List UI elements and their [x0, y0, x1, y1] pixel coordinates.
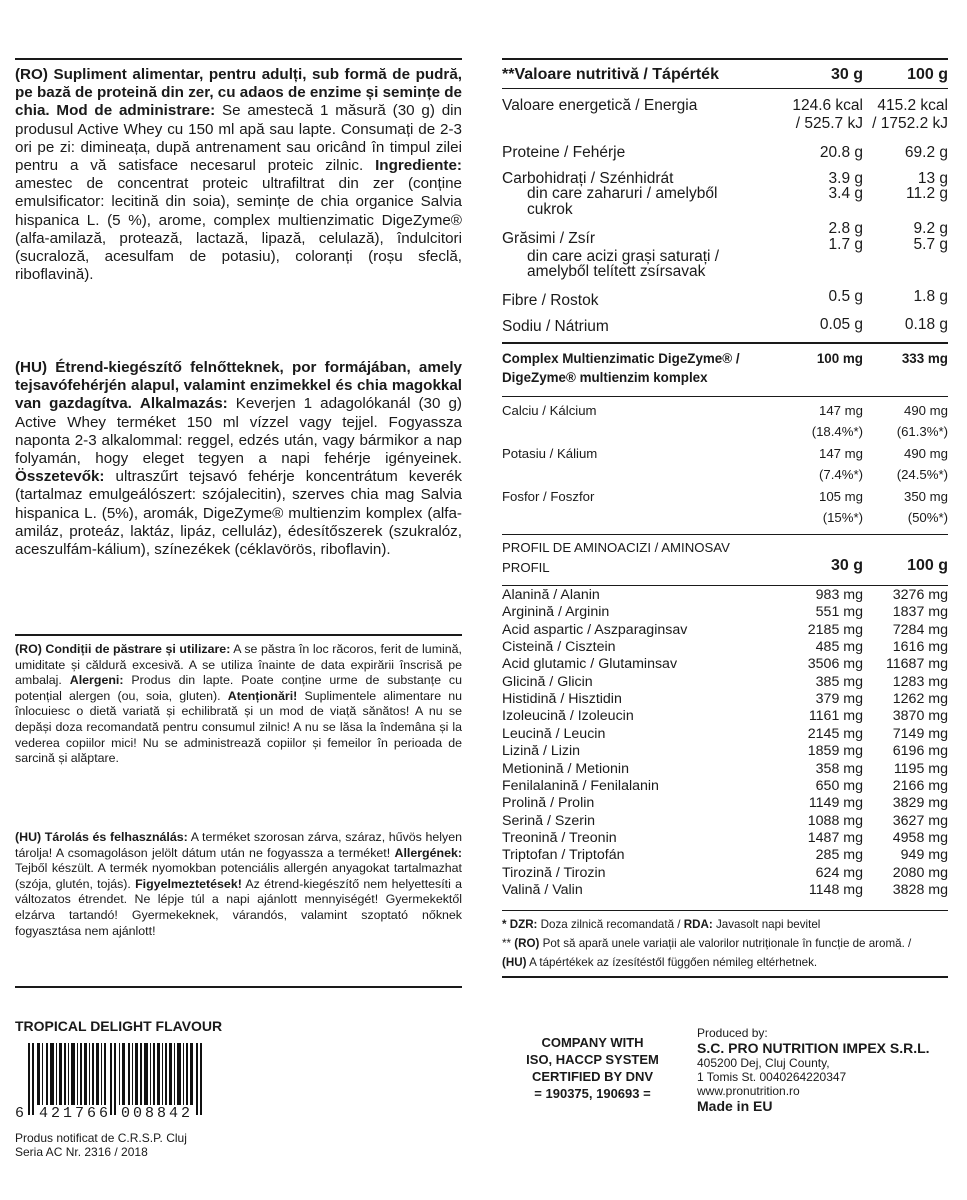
- phosphorus-100g: 350 mg: [904, 489, 948, 504]
- calcium-label: Calciu / Kálcium: [502, 403, 597, 418]
- protein-100g: 69.2 g: [904, 144, 948, 161]
- ro-allergen-label: Alergeni:: [69, 673, 124, 688]
- amino-row: [502, 744, 948, 760]
- hu-title: (HU) Étrend-kiegészítő felnőtteknek, por formájában, amely tejsavófehérjén alapul, valamint enzimekkel és chia magokkal van gazdagítva.: [15, 359, 462, 413]
- amino-100g: 7284 mg: [892, 621, 948, 638]
- amino-header-100g: 100 g: [907, 557, 948, 574]
- ro-admin-text: Se amestecă 1 măsură (30 g) din produsul Active Whey cu 150 ml apă sau lapte. Consumați de 2-3 ori pe zi: dimineața, după antrenament sau oricând în timpul zilei pentru a vă satisface necesarul proteic zilnic.: [15, 102, 462, 175]
- ro-admin-label: Mod de administrare:: [56, 102, 216, 120]
- producer-block: [697, 1026, 930, 1114]
- amino-name: Triptofan / Triptofán: [502, 847, 625, 864]
- amino-name: Lizină / Lizin: [502, 743, 581, 760]
- amino-100g: 3870 mg: [892, 708, 948, 725]
- hu-warnings-label: Figyelmeztetések!: [135, 876, 242, 891]
- address-line1: 405200 Dej, Cluj County,: [697, 1056, 830, 1070]
- bottom-rule-left: [15, 986, 462, 988]
- protein-30g: 20.8 g: [819, 144, 863, 161]
- energy-30g: 124.6 kcal / 525.7 kJ: [792, 97, 863, 132]
- nutrition-row-sugars: [502, 186, 948, 222]
- nutrition-row-enzyme: [502, 349, 948, 389]
- amino-header: [502, 538, 948, 582]
- nutrition-row-saturated: [502, 237, 948, 285]
- nutrition-row-energy: [502, 97, 948, 135]
- amino-name: Serină / Szerin: [502, 812, 596, 829]
- amino-100g: 1616 mg: [892, 639, 948, 656]
- hu-admin-label: Alkalmazás:: [139, 395, 228, 413]
- notified-line1: Produs notificat de C.R.S.P. Cluj: [15, 1131, 187, 1145]
- amino-name: Tirozină / Tirozin: [502, 864, 606, 881]
- mineral-row-phosphorus: [502, 486, 948, 528]
- ro-storage-text: A se păstra în loc răcoros, ferit de lumină, umiditate și căldură excesivă. A se utiliza înainte de data expirării înscrisă pe ambalaj.: [15, 642, 462, 688]
- amino-name: Acid glutamic / Glutaminsav: [502, 656, 678, 673]
- amino-name: Glicină / Glicin: [502, 673, 593, 690]
- amino-row: [502, 814, 948, 830]
- carbs-label: Carbohidrați / Szénhidrát: [502, 170, 674, 187]
- dzr-label: * DZR:: [502, 918, 538, 931]
- calcium-30g: 147 mg: [819, 403, 863, 418]
- flavour-name: TROPICAL DELIGHT FLAVOUR: [15, 1018, 223, 1034]
- top-rule-right: [502, 58, 948, 60]
- amino-100g: 3276 mg: [892, 587, 948, 603]
- hu-description: [15, 359, 462, 559]
- enzyme-label: Complex Multienzimatic DigeZyme® / DigeZyme® multienzim komplex: [502, 351, 740, 385]
- amino-row: [502, 675, 948, 691]
- amino-100g: 3829 mg: [892, 795, 948, 812]
- footnote-ro-text: Pot să apară unele variații ale valorilor nutriționale în funcție de aromă. /: [542, 937, 912, 950]
- phosphorus-30g: 105 mg: [819, 489, 863, 504]
- ro-ingredients-text: amestec de concentrat proteic ultrafiltrat din zer (conține emulsificator: lecitină din soia), semințe de chia organice Salvia hispanica L. (5 %), arome, complex multienzimatic DigeZyme® (alfa-amilază, protează, lactază, lipază, celulază), îndulcitori (sucraloză, acesulfam de potasiu), coloranți (roșu sfeclă, riboflavină).: [15, 175, 462, 284]
- amino-row: [502, 623, 948, 639]
- minerals-top-rule: [502, 396, 948, 397]
- hu-allergen-text: Tejből készült. A termék nyomokban potenciális allergén anyagokat tartalmazhat (szója, glutén, tojás).: [15, 861, 462, 891]
- footnote-ro-label: (RO): [514, 937, 540, 950]
- fat-label: Grăsimi / Zsír: [502, 230, 595, 247]
- barcode-digit-first: 6: [15, 1105, 25, 1122]
- amino-30g: 983 mg: [815, 587, 863, 603]
- calcium-100g: 490 mg: [904, 403, 948, 418]
- enzyme-30g: 100 mg: [816, 351, 863, 366]
- amino-row: [502, 692, 948, 708]
- amino-100g: 2166 mg: [892, 777, 948, 794]
- amino-row: [502, 657, 948, 673]
- amino-header-rule: [502, 585, 948, 586]
- amino-100g: 1262 mg: [892, 691, 948, 708]
- enzyme-100g: 333 mg: [901, 351, 948, 366]
- ro-warnings-text: Suplimentele alimentare nu înlocuiesc o dietă variată și echilibrată și un mod de viață sănătos! A nu se depăși doza recomandată pentru consumul zilnic! A nu se lăsa la îndemâna și la vederea copiilor mici! Nu se administrează copiilor și femeilor în perioada de sarcină și alăptare.: [15, 688, 463, 766]
- hu-storage-text: A terméket szorosan zárva, száraz, hűvös helyen tárolja! A csomagoláson jelölt dátum után ne fogyassza a terméket!: [15, 830, 463, 860]
- barcode-group1: 421766: [39, 1105, 112, 1122]
- hu-ingredients-text: ultraszűrt tejsavó fehérje koncentrátum keverék (tartalmaz emulgeálószert: szójalecitin), szerves chia mag Salvia hispanica L. (5%), aromák, DigeZyme® multienzim komplex (alfa-amiláz, proteáz, laktáz, lipáz, celluláz), édesítőszerek (szukralóz, aceszulfám-kálium), színezékek (céklavörös, riboflavin).: [15, 468, 462, 559]
- amino-30g: 1859 mg: [807, 743, 863, 760]
- nutrition-header-30g: 30 g: [830, 66, 863, 83]
- amino-name: Prolină / Prolin: [502, 795, 595, 812]
- barcode: [15, 1043, 218, 1123]
- amino-100g: 1195 mg: [893, 760, 948, 777]
- amino-name: Alanină / Alanin: [502, 587, 600, 603]
- fat-100g: 9.2 g: [913, 220, 948, 237]
- top-rule-left: [15, 58, 462, 60]
- amino-100g: 1837 mg: [892, 604, 948, 621]
- bottom-rule-right: [502, 976, 948, 978]
- energy-100g: 415.2 kcal / 1752.2 kJ: [872, 97, 948, 132]
- saturated-fat-30g: 1.7 g: [828, 236, 863, 253]
- amino-row: [502, 588, 948, 604]
- amino-30g: 358 mg: [815, 760, 863, 777]
- cert-line1: COMPANY WITH: [541, 1035, 644, 1050]
- amino-100g: 949 mg: [900, 847, 948, 864]
- mineral-row-potassium: [502, 443, 948, 485]
- amino-name: Izoleucină / Izoleucin: [502, 708, 634, 725]
- barcode-group2: 008842: [121, 1105, 194, 1122]
- hu-warnings-text: Az étrend-kiegészítő nem helyettesíti a változatos étrendet. Ne lépje túl a napi ajánlott mennyiségét! Gyermekektől elzárva tartandó! Gyermekeknek, várandós, valamint szoptató nőknek fogyasztása nem ajánlott!: [15, 876, 462, 938]
- hu-storage-label: (HU) Tárolás és felhasználás:: [15, 830, 188, 844]
- amino-header-label-line1: PROFIL DE AMINOACIZI / AMINOSAV: [502, 540, 730, 555]
- amino-row: [502, 848, 948, 864]
- potassium-100g: 490 mg: [904, 446, 948, 461]
- sugars-30g: 3.4 g: [828, 185, 863, 202]
- amino-30g: 379 mg: [815, 691, 863, 708]
- amino-30g: 385 mg: [815, 673, 863, 690]
- dzr-text: Doza zilnică recomandată /: [540, 918, 681, 931]
- header-rule: [502, 88, 948, 89]
- amino-30g: 2145 mg: [807, 725, 863, 742]
- ro-description: [15, 66, 462, 284]
- produced-by: Produced by:: [697, 1026, 768, 1040]
- amino-30g: 1161 mg: [808, 708, 863, 725]
- hu-storage: [15, 830, 462, 939]
- nutrition-row-sodium: [502, 316, 948, 334]
- amino-30g: 1148 mg: [808, 881, 863, 898]
- amino-30g: 285 mg: [815, 847, 863, 864]
- fibre-label: Fibre / Rostok: [502, 292, 599, 309]
- amino-30g: 2185 mg: [807, 621, 863, 638]
- mid-rule-left: [15, 634, 462, 636]
- amino-name: Valină / Valin: [502, 881, 583, 898]
- sugars-100g: 11.2 g: [906, 185, 948, 202]
- calcium-30g-percent: (18.4%*): [811, 424, 863, 439]
- carbs-30g: 3.9 g: [828, 170, 863, 187]
- amino-row: [502, 866, 948, 882]
- amino-name: Histidină / Hisztidin: [502, 691, 622, 708]
- amino-30g: 1149 mg: [808, 795, 863, 812]
- saturated-fat-label: din care acizi grași saturați / amelyből telített zsírsavak: [527, 248, 720, 280]
- amino-top-rule: [502, 534, 948, 535]
- footnote-hu-text: A tápértékek az ízesítéstől függően némileg eltérhetnek.: [529, 956, 818, 969]
- mineral-row-calcium: [502, 400, 948, 442]
- amino-100g: 11687 mg: [885, 656, 948, 673]
- potassium-100g-percent: (24.5%*): [896, 467, 948, 482]
- sodium-30g: 0.05 g: [819, 316, 863, 333]
- sugars-label: din care zaharuri / amelyből cukrok: [527, 185, 718, 218]
- ro-title: (RO) Supliment alimentar, pentru adulți, sub formă de pudră, pe bază de proteină din zer, cu adaos de enzime și semințe de chia.: [15, 66, 462, 120]
- carbs-100g: 13 g: [917, 170, 948, 187]
- ro-warnings-label: Atenționări!: [227, 688, 298, 703]
- amino-name: Acid aspartic / Aszparaginsav: [502, 621, 688, 638]
- amino-bottom-rule: [502, 910, 948, 911]
- nutrition-header: [502, 66, 948, 86]
- cert-line4: = 190375, 190693 =: [534, 1086, 651, 1101]
- phosphorus-100g-percent: (50%*): [907, 510, 948, 525]
- amino-row: [502, 727, 948, 743]
- amino-100g: 2080 mg: [892, 864, 948, 881]
- amino-row: [502, 605, 948, 621]
- notified-line2: Seria AC Nr. 2316 / 2018: [15, 1145, 148, 1159]
- nutrition-row-fibre: [502, 288, 948, 309]
- calcium-100g-percent: (61.3%*): [896, 424, 948, 439]
- amino-30g: 551 mg: [815, 604, 863, 621]
- phosphorus-label: Fosfor / Foszfor: [502, 489, 595, 504]
- amino-row: [502, 831, 948, 847]
- nutrition-row-protein: [502, 144, 948, 162]
- ro-allergen-text: Produs din lapte. Poate conține urme de substanțe cu potențial alergen (ou, soia, gluten).: [15, 673, 462, 703]
- fibre-30g: 0.5 g: [828, 288, 863, 305]
- rda-text: Javasolt napi bevitel: [715, 918, 821, 931]
- amino-name: Metionină / Metionin: [502, 760, 629, 777]
- amino-100g: 1283 mg: [892, 673, 948, 690]
- amino-30g: 1088 mg: [807, 812, 863, 829]
- amino-100g: 4958 mg: [892, 829, 948, 846]
- potassium-30g: 147 mg: [819, 446, 863, 461]
- amino-100g: 3627 mg: [892, 812, 948, 829]
- amino-name: Leucină / Leucin: [502, 725, 606, 742]
- nutrition-header-label: **Valoare nutritivă / Tápérték: [502, 66, 719, 83]
- amino-100g: 6196 mg: [892, 743, 948, 760]
- hu-ingredients-label: Összetevők:: [15, 468, 105, 486]
- fat-30g: 2.8 g: [828, 220, 863, 237]
- amino-name: Fenilalanină / Fenilalanin: [502, 777, 659, 794]
- cert-line2: ISO, HACCP SYSTEM: [526, 1052, 659, 1067]
- amino-row: [502, 883, 948, 899]
- footnote-dzr: [502, 915, 952, 934]
- made-in: Made in EU: [697, 1098, 773, 1114]
- rda-label: RDA:: [683, 918, 713, 931]
- amino-30g: 485 mg: [815, 639, 863, 656]
- amino-30g: 624 mg: [815, 864, 863, 881]
- website: www.pronutrition.ro: [697, 1084, 800, 1098]
- fibre-100g: 1.8 g: [913, 288, 948, 305]
- address-line2: 1 Tomis St. 0040264220347: [697, 1070, 847, 1084]
- amino-header-label-line2: PROFIL: [502, 560, 550, 575]
- hu-allergen-label: Allergének:: [394, 845, 462, 860]
- certification-block: [490, 1034, 695, 1102]
- amino-30g: 650 mg: [815, 777, 863, 794]
- amino-name: Arginină / Arginin: [502, 604, 610, 621]
- phosphorus-30g-percent: (15%*): [822, 510, 863, 525]
- potassium-label: Potasiu / Kálium: [502, 446, 598, 461]
- hu-admin-text: Keverjen 1 adagolókanál (30 g) Active Whey terméket 150 ml vízzel vagy tejjel. Fogyassza naponta 2-3 alkalommal: reggel, edzés után, vagy bármikor a nap folyamán, hogy eleget tegyen a napi fehérje igényeinek.: [15, 395, 462, 468]
- amino-row: [502, 709, 948, 725]
- saturated-fat-100g: 5.7 g: [913, 236, 948, 253]
- amino-name: Cisteină / Cisztein: [502, 639, 616, 656]
- amino-row: [502, 796, 948, 812]
- amino-row: [502, 762, 948, 778]
- enzyme-top-rule: [502, 342, 948, 344]
- amino-100g: 3828 mg: [892, 881, 948, 898]
- amino-row: [502, 779, 948, 795]
- energy-label: Valoare energetică / Energia: [502, 97, 698, 114]
- amino-row: [502, 640, 948, 656]
- potassium-30g-percent: (7.4%*): [819, 467, 863, 482]
- footnote-variation: [502, 934, 952, 972]
- amino-30g: 1487 mg: [807, 829, 863, 846]
- amino-name: Treonină / Treonin: [502, 829, 617, 846]
- amino-30g: 3506 mg: [807, 656, 863, 673]
- sodium-label: Sodiu / Nátrium: [502, 318, 609, 335]
- footnote-hu-label: (HU): [502, 956, 527, 969]
- company-name: S.C. PRO NUTRITION IMPEX S.R.L.: [697, 1040, 930, 1056]
- nutrition-header-100g: 100 g: [907, 66, 948, 83]
- protein-label: Proteine / Fehérje: [502, 144, 626, 161]
- cert-line3: CERTIFIED BY DNV: [531, 1069, 654, 1084]
- footnote-prefix: **: [502, 937, 512, 950]
- ro-storage: [15, 642, 462, 767]
- amino-100g: 7149 mg: [892, 725, 948, 742]
- ro-ingredients-label: Ingrediente:: [375, 157, 462, 175]
- amino-header-30g: 30 g: [830, 557, 863, 574]
- ro-storage-label: (RO) Condiții de păstrare și utilizare:: [15, 642, 231, 656]
- sodium-100g: 0.18 g: [904, 316, 948, 333]
